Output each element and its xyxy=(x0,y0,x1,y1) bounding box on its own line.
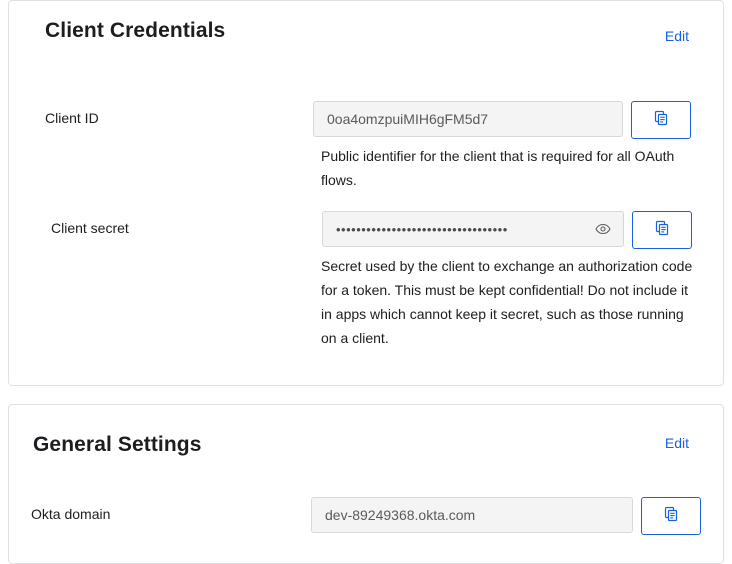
page-title: Client Credentials xyxy=(45,19,226,42)
client-credentials-card xyxy=(8,0,724,386)
copy-icon xyxy=(654,220,670,241)
client-id-value: 0oa4omzpuiMIH6gFM5d7 xyxy=(327,111,489,127)
edit-client-credentials-button[interactable]: Edit xyxy=(664,28,689,44)
general-settings-card xyxy=(8,404,724,564)
general-settings-header xyxy=(9,405,723,469)
copy-client-secret-button[interactable] xyxy=(632,211,692,249)
okta-domain-value: dev-89249368.okta.com xyxy=(325,507,476,523)
client-id-label: Client ID xyxy=(45,110,99,126)
copy-okta-domain-button[interactable] xyxy=(641,497,701,535)
client-secret-value: •••••••••••••••••••••••••••••••••• xyxy=(336,221,508,237)
client-secret-helper-text: Secret used by the client to exchange an authorization code for a token. This must be kept confidential! Do not include it in apps which cannot keep it secret, such as those running on a client. xyxy=(321,258,693,346)
client-id-input-group xyxy=(313,101,691,139)
edit-general-settings-button[interactable]: Edit xyxy=(664,435,689,451)
okta-domain-label: Okta domain xyxy=(31,506,111,522)
copy-client-id-button[interactable] xyxy=(631,101,691,139)
eye-icon[interactable] xyxy=(593,219,613,239)
client-id-helper-text: Public identifier for the client that is required for all OAuth flows. xyxy=(321,148,675,188)
okta-domain-input[interactable] xyxy=(311,497,633,533)
client-credentials-header xyxy=(9,1,723,65)
copy-icon xyxy=(663,506,679,527)
general-settings-title: General Settings xyxy=(33,433,202,456)
okta-domain-input-group xyxy=(311,497,701,535)
copy-icon xyxy=(653,110,669,131)
client-secret-label: Client secret xyxy=(51,220,129,236)
client-id-input[interactable] xyxy=(313,101,623,137)
client-secret-input-group xyxy=(322,211,692,249)
client-secret-input[interactable] xyxy=(322,211,624,247)
